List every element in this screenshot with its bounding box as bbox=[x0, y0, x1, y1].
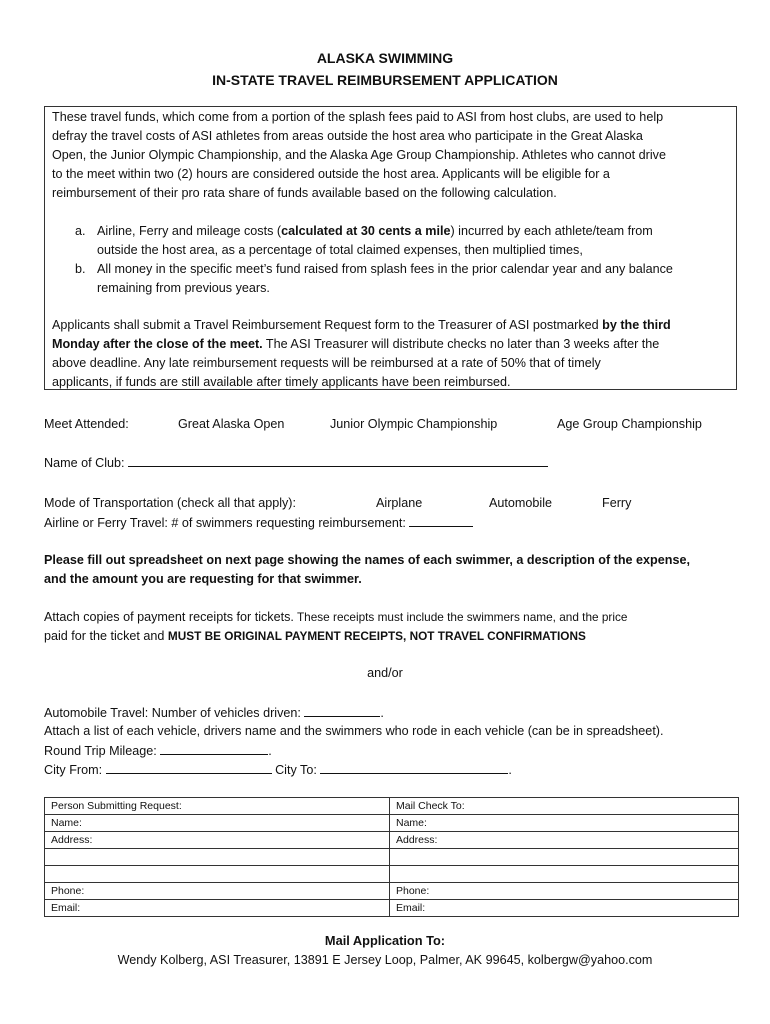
mail-address-cell[interactable]: Address: bbox=[390, 832, 739, 849]
period: . bbox=[380, 706, 384, 720]
receipts-note bbox=[44, 608, 627, 646]
item-a-line2: outside the host area, as a percentage of total claimed expenses, then multiplied times, bbox=[97, 243, 583, 257]
transport-label: Mode of Transportation (check all that apply): bbox=[44, 496, 297, 510]
attach-list-text: Attach a list of each vehicle, drivers name and the swimmers who rode in each vehicle (can be in spreadsheet). bbox=[44, 724, 664, 738]
para2-text-2: The ASI Treasurer will distribute checks no later than 3 weeks after the bbox=[262, 337, 660, 351]
airline-field bbox=[44, 513, 473, 533]
vehicles-input[interactable] bbox=[304, 703, 380, 717]
meet-attended-label: Meet Attended: bbox=[44, 417, 129, 431]
person-submitting-header: Person Submitting Request: bbox=[45, 798, 390, 815]
table-row bbox=[45, 798, 739, 815]
intro-paragraph-1 bbox=[52, 108, 666, 203]
city-from-label: City From: bbox=[44, 763, 103, 777]
meet-option-age-group[interactable]: Age Group Championship bbox=[557, 417, 702, 431]
intro-line: These travel funds, which come from a portion of the splash fees paid to ASI from host clubs, are used to help bbox=[52, 110, 664, 124]
city-field bbox=[44, 760, 512, 780]
para2-line4: applicants, if funds are still available after timely applicants have been reimbursed. bbox=[52, 375, 511, 389]
transport-option-ferry[interactable]: Ferry bbox=[602, 496, 632, 510]
mileage-input[interactable] bbox=[160, 741, 268, 755]
auto-label: Automobile Travel: Number of vehicles driven: bbox=[44, 706, 301, 720]
intro-paragraph-2 bbox=[52, 316, 671, 392]
list-marker: b. bbox=[75, 262, 86, 276]
page-title: ALASKA SWIMMING bbox=[316, 50, 454, 66]
airline-label: Airline or Ferry Travel: # of swimmers requesting reimbursement: bbox=[44, 516, 406, 530]
item-b-text: All money in the specific meet’s fund raised from splash fees in the prior calendar year and any balance bbox=[97, 262, 673, 276]
mail-application-address: Wendy Kolberg, ASI Treasurer, 13891 E Jersey Loop, Palmer, AK 99645, kolbergw@yahoo.com bbox=[117, 953, 653, 967]
club-label: Name of Club: bbox=[44, 456, 125, 470]
item-b-line2: remaining from previous years. bbox=[97, 281, 270, 295]
mail-address-line2[interactable] bbox=[390, 849, 739, 866]
submitter-address-line2[interactable] bbox=[45, 849, 390, 866]
intro-line: Open, the Junior Olympic Championship, and the Alaska Age Group Championship. Athletes who cannot drive bbox=[52, 148, 666, 162]
mail-address-line3[interactable] bbox=[390, 866, 739, 883]
club-field bbox=[44, 453, 548, 473]
table-row bbox=[45, 883, 739, 900]
auto-field bbox=[44, 703, 384, 723]
submitter-email-cell[interactable]: Email: bbox=[45, 900, 390, 917]
item-a-text: Airline, Ferry and mileage costs ( bbox=[97, 224, 282, 238]
note-line: and the amount you are requesting for that swimmer. bbox=[44, 572, 362, 586]
mileage-label: Round Trip Mileage: bbox=[44, 744, 157, 758]
city-to-input[interactable] bbox=[320, 760, 508, 774]
item-a-text-after: ) incurred by each athlete/team from bbox=[450, 224, 653, 238]
table-row bbox=[45, 900, 739, 917]
table-row bbox=[45, 866, 739, 883]
intro-line: reimbursement of their pro rata share of funds available based on the following calculation. bbox=[52, 186, 557, 200]
club-input[interactable] bbox=[128, 453, 548, 467]
para2-bold: by the third bbox=[602, 318, 671, 332]
receipts-text-b: These receipts must include the swimmers name, and the price bbox=[293, 610, 628, 624]
city-from-input[interactable] bbox=[106, 760, 272, 774]
list-item-b bbox=[75, 260, 673, 298]
mail-email-cell[interactable]: Email: bbox=[390, 900, 739, 917]
list-item-a bbox=[75, 222, 653, 260]
transport-option-airplane[interactable]: Airplane bbox=[376, 496, 423, 510]
table-row bbox=[45, 815, 739, 832]
submitter-address-cell[interactable]: Address: bbox=[45, 832, 390, 849]
period: . bbox=[508, 763, 512, 777]
note-line: Please fill out spreadsheet on next page showing the names of each swimmer, a description of the expense, bbox=[44, 553, 690, 567]
para2-text: Applicants shall submit a Travel Reimbursement Request form to the Treasurer of ASI postmarked bbox=[52, 318, 603, 332]
list-marker: a. bbox=[75, 224, 86, 238]
intro-line: to the meet within two (2) hours are considered outside the host area. Applicants will be eligible for a bbox=[52, 167, 610, 181]
mail-name-cell[interactable]: Name: bbox=[390, 815, 739, 832]
mail-phone-cell[interactable]: Phone: bbox=[390, 883, 739, 900]
table-row bbox=[45, 849, 739, 866]
para2-bold-2: Monday after the close of the meet. bbox=[52, 337, 263, 351]
submitter-name-cell[interactable]: Name: bbox=[45, 815, 390, 832]
receipts-text: Attach copies of payment receipts for tickets. bbox=[44, 610, 294, 624]
intro-line: defray the travel costs of ASI athletes from areas outside the host area who participate in the Great Alaska bbox=[52, 129, 643, 143]
receipts-text-2: paid for the ticket and bbox=[44, 629, 168, 643]
transport-option-automobile[interactable]: Automobile bbox=[489, 496, 553, 510]
mail-check-to-header: Mail Check To: bbox=[390, 798, 739, 815]
page-subtitle: IN-STATE TRAVEL REIMBURSEMENT APPLICATION bbox=[212, 72, 558, 88]
submitter-address-line3[interactable] bbox=[45, 866, 390, 883]
submitter-phone-cell[interactable]: Phone: bbox=[45, 883, 390, 900]
para2-line3: above deadline. Any late reimbursement requests will be reimbursed at a rate of 50% that of timely bbox=[52, 356, 601, 370]
spreadsheet-note bbox=[44, 551, 690, 589]
mileage-field bbox=[44, 741, 272, 761]
city-to-label: City To: bbox=[275, 763, 317, 777]
airline-swimmers-input[interactable] bbox=[409, 513, 473, 527]
table-row bbox=[45, 832, 739, 849]
meet-option-great-alaska-open[interactable]: Great Alaska Open bbox=[178, 417, 285, 431]
and-or-text: and/or bbox=[367, 666, 403, 680]
submitter-table bbox=[44, 797, 739, 917]
receipts-bold: MUST BE ORIGINAL PAYMENT RECEIPTS, NOT TRAVEL CONFIRMATIONS bbox=[167, 629, 586, 643]
mail-application-heading: Mail Application To: bbox=[324, 933, 446, 948]
period: . bbox=[268, 744, 272, 758]
item-a-bold: calculated at 30 cents a mile bbox=[281, 224, 451, 238]
meet-option-junior-olympic[interactable]: Junior Olympic Championship bbox=[330, 417, 498, 431]
